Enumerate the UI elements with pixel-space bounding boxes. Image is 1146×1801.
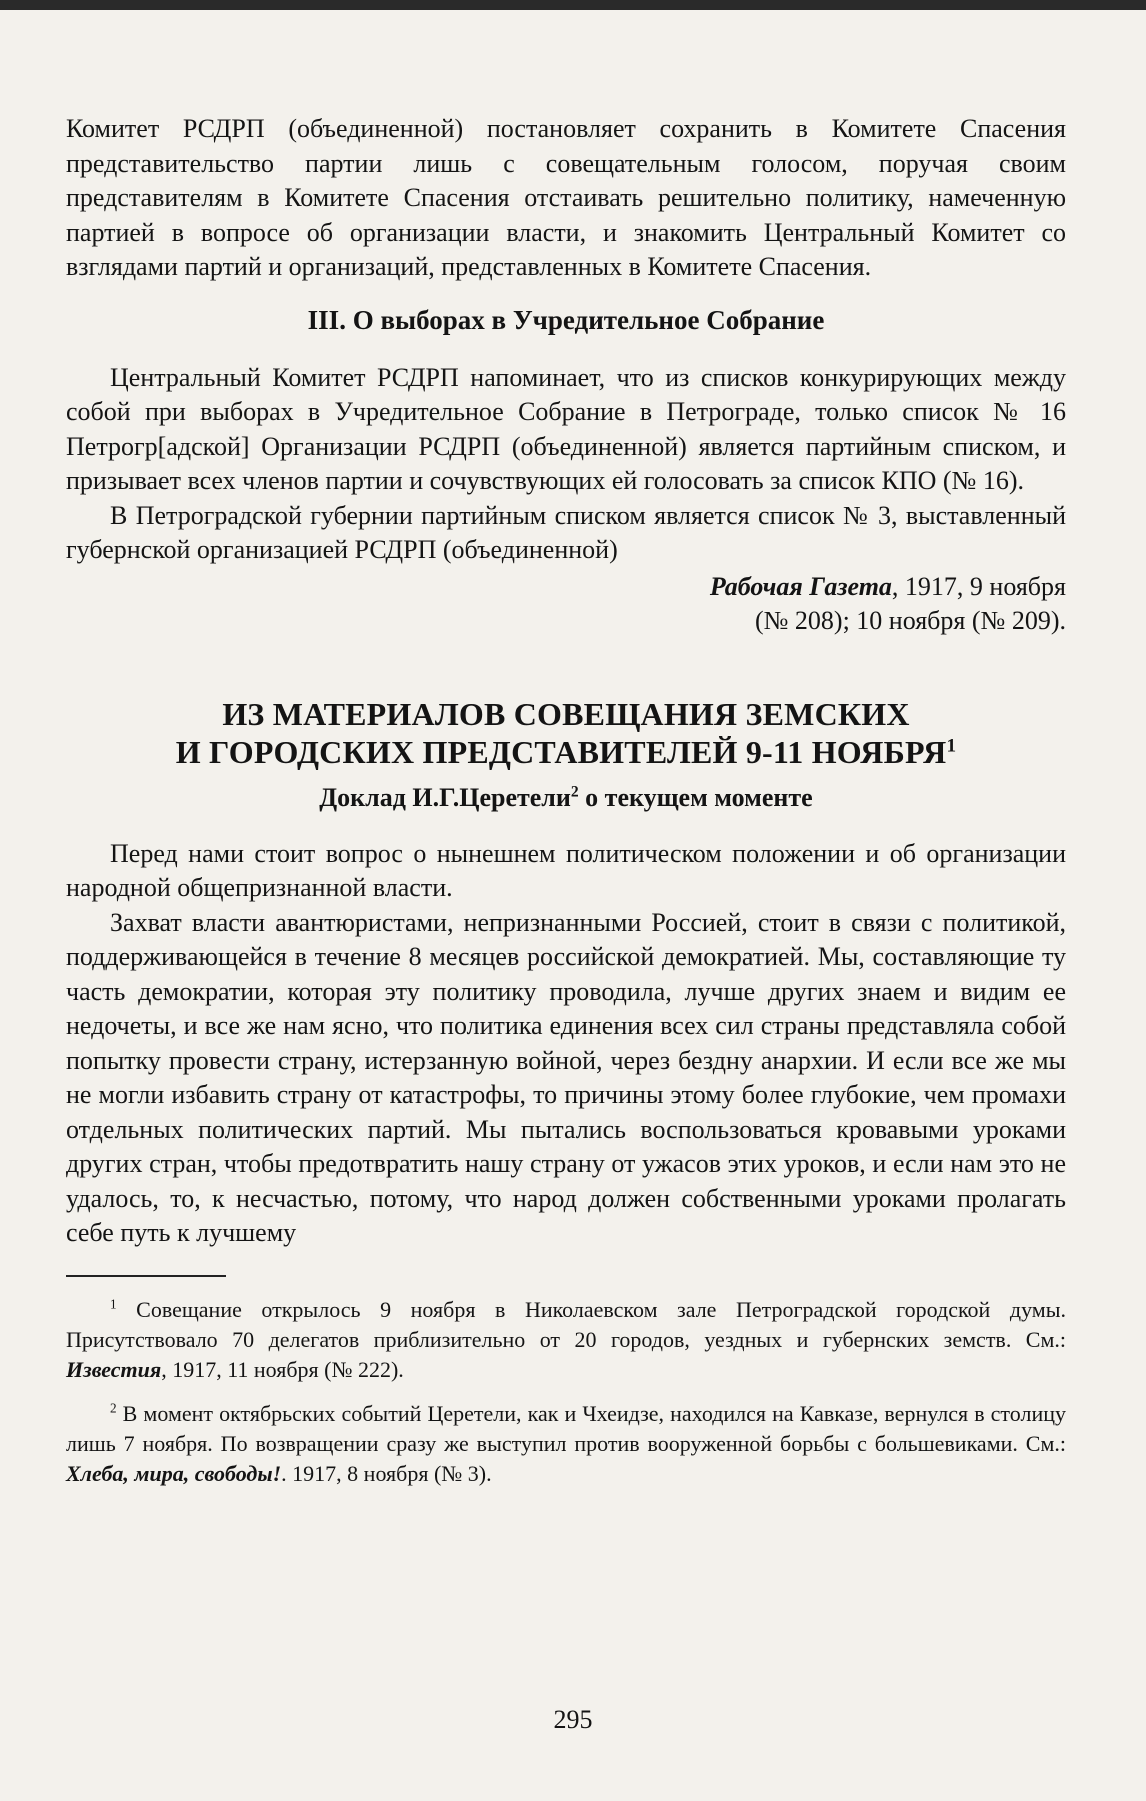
footnote-ref[interactable]: 2 [570,782,579,800]
article-title [66,695,1066,771]
subtitle-text: Доклад И.Г.Церетели [319,782,571,812]
paragraph: В Петроградской губернии партийным списком является список № 3, выставленный губернской организацией РСДРП (объединенной) [66,500,1066,564]
source-citation [66,570,1066,639]
article-title-line: ИЗ МАТЕРИАЛОВ СОВЕЩАНИЯ ЗЕМСКИХ [222,695,910,732]
scan-top-edge [0,0,1146,10]
footnote-text: В момент октябрьских событий Церетели, как и Чхеидзе, находился на Кавказе, вернулся в столицу лишь 7 ноября. По возвращении сразу же выступил против вооруженной борьбы с большевиками. См.: [66,1400,1066,1456]
footnote-text: . 1917, 8 ноября (№ 3). [281,1460,492,1486]
page-content [66,112,1066,1503]
footnote-ref[interactable]: 1 [946,734,957,756]
footnote-2 [66,1399,1066,1489]
section-heading: III. О выборах в Учредительное Собрание [307,304,825,335]
footnote-divider [66,1275,226,1277]
paragraph: Комитет РСДРП (объединенной) постановляет сохранить в Комитете Спасения представительство партии лишь с совещательным голосом, поручая своим представителям в Комитете Спасения отстаивать решительно политику, намеченную партией в вопросе об организации власти, и знакомить Центральный Комитет со взглядами партий и организаций, представленных в Комитете Спасения. [66,114,1066,281]
article-subtitle [66,781,1066,815]
footnote-1 [66,1295,1066,1385]
paragraph: Захват власти авантюристами, непризнанными Россией, стоит в связи с политикой, поддерживающейся в течение 8 месяцев российской демократией. Мы, составляющие ту часть демократии, которая эту политику проводила, лучше других знаем и видим ее недочеты, и все же нам ясно, что политика единения всех сил страны представляла собой попытку провести страну, истерзанную войной, через бездну анархии. И если все же мы не могли избавить страну от катастрофы, то причины этому более глубокие, чем промахи отдельных политических партий. Мы пытались воспользоваться кровавыми уроками других стран, чтобы предотвратить нашу страну от ужасов этих уроков, и если нам это не удалось, то, к несчастью, потому, что народ должен собственными уроками пролагать себе путь к лучшему [66,907,1066,1247]
article-title-line: И ГОРОДСКИХ ПРЕДСТАВИТЕЛЕЙ 9-11 НОЯБРЯ [175,733,947,770]
paragraph: Центральный Комитет РСДРП напоминает, что из списков конкурирующих между собой при выборах в Учредительное Собрание в Петрограде, только список № 16 Петрогр[адской] Организации РСДРП (объединенной) является партийным списком, и призывает всех членов партии и сочувствующих ей голосовать за список КПО (№ 16). [66,362,1066,495]
source-issue: (№ 208); 10 ноября (№ 209). [754,606,1066,635]
source-date: , 1917, 9 ноября [891,571,1066,601]
source-newspaper: Рабочая Газета [709,571,892,601]
footnote-mark: 2 [110,1400,117,1416]
footnote-mark: 1 [110,1296,117,1312]
footnote-text: , 1917, 11 ноября (№ 222). [161,1356,404,1382]
paragraph: Перед нами стоит вопрос о нынешнем политическом положении и об организации народной общепризнанной власти. [66,838,1066,902]
page-number: 295 [553,1705,593,1734]
subtitle-text: о текущем моменте [578,782,813,812]
footnote-source: Известия [66,1356,162,1382]
footnote-text: Совещание открылось 9 ноября в Николаевском зале Петроградской городской думы. Присутствовало 70 делегатов приблизительно от 20 городов, уездных и губернских земств. См.: [66,1296,1066,1352]
footnote-source: Хлеба, мира, свободы! [66,1460,282,1486]
